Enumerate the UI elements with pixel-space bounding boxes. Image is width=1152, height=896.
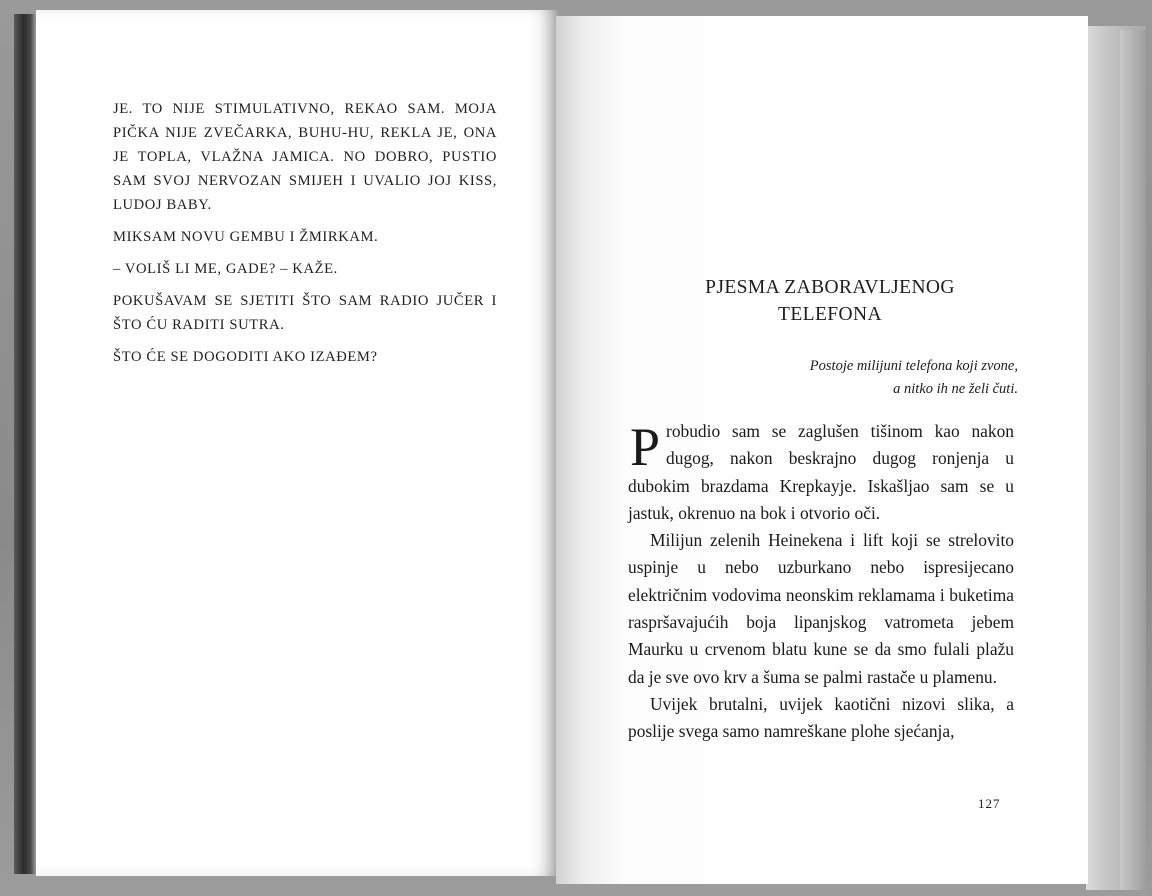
book-left-edge — [14, 14, 38, 874]
chapter-title — [640, 274, 1020, 328]
body-paragraph: Uvijek brutalni, uvijek kaotični nizovi slika, a poslije svega samo namreškane plohe sjećanja, — [628, 693, 1014, 742]
body-paragraph-first — [628, 418, 1014, 527]
epigraph-line1: Postoje milijuni telefona koji zvone, — [809, 358, 1018, 374]
right-page-body — [628, 418, 1014, 746]
page-number: 127 — [978, 796, 1001, 811]
left-page-text — [113, 97, 497, 377]
left-paragraph: ŠTO ĆE SE DOGODITI AKO IZAĐEM? — [113, 349, 378, 365]
left-paragraph: JE. TO NIJE STIMULATIVNO, REKAO SAM. MOJA PIČKA NIJE ZVEČARKA, BUHU-HU, REKLA JE, ONA JE TOPLA, VLAŽNA JAMICA. NO DOBRO, PUSTIO SAM SVOJ NERVOZAN SMIJEH I UVALIO JOJ KISS, LUDOJ BABY. — [113, 101, 497, 213]
chapter-title-line2: TELEFONA — [778, 304, 882, 325]
left-paragraph: POKUŠAVAM SE SJETITI ŠTO SAM RADIO JUČER I ŠTO ĆU RADITI SUTRA. — [113, 293, 497, 333]
chapter-title-line1: PJESMA ZABORAVLJENOG — [705, 277, 955, 298]
body-paragraph-text: robudio sam se zaglušen tišinom kao nakon dugog, nakon beskrajno dugog ronjenja u dubokim brazdama Krepkayje. Iskašljao sam se u jastuk, okrenuo na bok i otvorio oči. — [628, 421, 1014, 523]
epigraph — [700, 355, 1018, 401]
epigraph-line2: a nitko ih ne želi čuti. — [893, 381, 1018, 397]
left-paragraph: MIKSAM NOVU GEMBU I ŽMIRKAM. — [113, 229, 379, 245]
book-right-cover-edge — [1120, 30, 1146, 890]
body-paragraph: Milijun zelenih Heinekena i lift koji se strelovito uspinje u nebo uzburkano nebo ispresijecano električnim vodovima neonskim reklamama i buketima raspršavajućih boja lipanjskog vatrometa jebem Maurku u crvenom blatu kune se da smo fulali plažu da je sve ovo krv a šuma se palmi rastače u plamenu. — [628, 530, 1014, 687]
left-paragraph: – VOLIŠ LI ME, GADE? – KAŽE. — [113, 261, 338, 277]
drop-cap: P — [630, 417, 661, 477]
